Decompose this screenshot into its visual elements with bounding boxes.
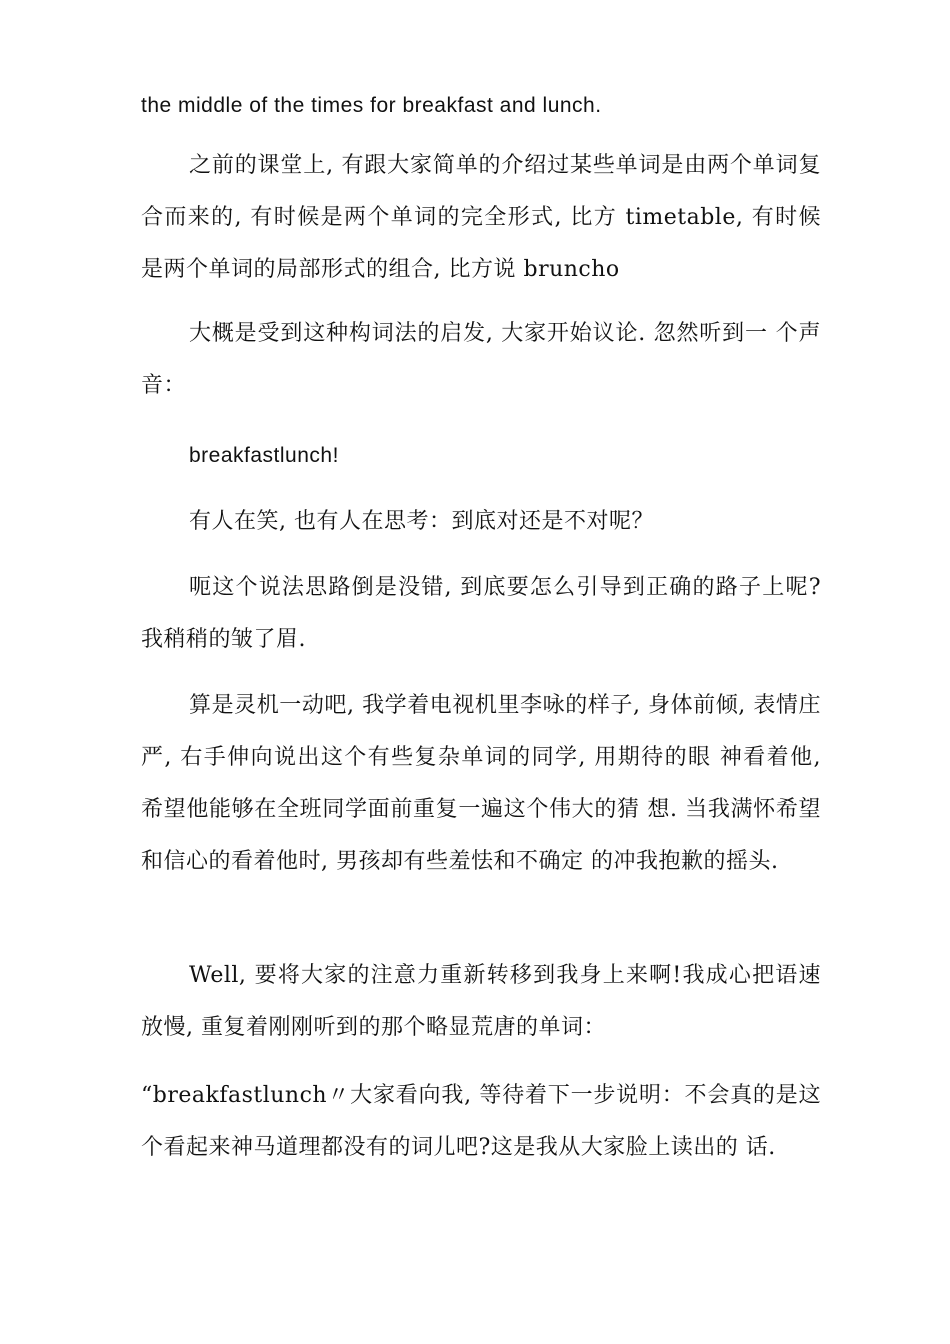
paragraph-7: 算是灵机一动吧, 我学着电视机里李咏的样子, 身体前倾, 表情庄严, 右手伸向说出这个有些复杂单词的同学, 用期待的眼 神看着他, 希望他能够在全班同学面前重复一遍这个伟大的猜 想. 当我满怀希望和信心的看着他时, 男孩却有些羞怯和不确定 的冲我抱歉的摇头. — [141, 693, 821, 874]
paragraph-8: Well, 要将大家的注意力重新转移到我身上来啊!我成心把语速放慢, 重复着刚刚听到的那个略显荒唐的单词： — [141, 963, 821, 1040]
paragraph-1: the middle of the times for breakfast and lunch. — [141, 94, 602, 117]
paragraph-9: “breakfastlunch〃大家看向我, 等待着下一步说明：不会真的是这个看起来神马道理都没有的词儿吧?这是我从大家脸上读出的 话. — [141, 1083, 821, 1160]
paragraph-6: 呃这个说法思路倒是没错, 到底要怎么引导到正确的路子上呢?我稍稍的皱了眉. — [141, 575, 821, 652]
paragraph-2: 之前的课堂上, 有跟大家简单的介绍过某些单词是由两个单词复合而来的, 有时候是两个单词的完全形式, 比方 timetable, 有时候是两个单词的局部形式的组合, 比方说 bruncho — [141, 153, 821, 282]
paragraph-5: 有人在笑, 也有人在思考：到底对还是不对呢？ — [189, 509, 654, 534]
paragraph-4: breakfastlunch! — [189, 444, 339, 467]
paragraph-3: 大概是受到这种构词法的启发, 大家开始议论. 忽然听到一 个声音： — [141, 321, 821, 398]
